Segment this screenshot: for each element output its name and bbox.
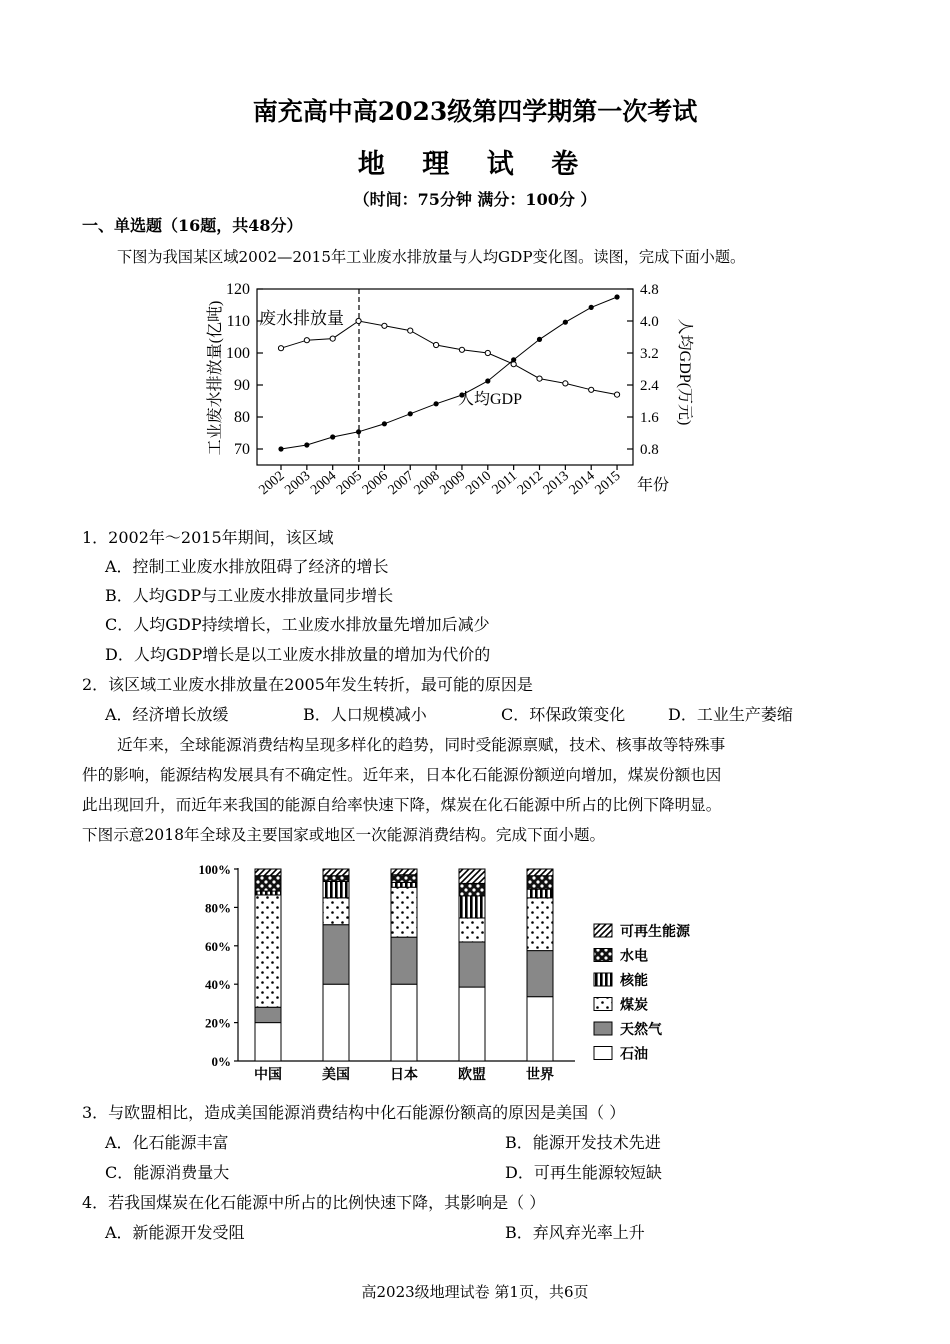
bar-segment-renewable (391, 869, 417, 875)
y-tick-label: 80% (205, 900, 231, 916)
passage-line-2: 件的影响，能源结构发展具有不确定性。近年来，日本化石能源份额逆向增加，煤炭份额也因 (82, 766, 722, 784)
right-tick-label: 4.8 (640, 282, 659, 298)
legend-label: 核能 (620, 974, 648, 989)
wastewater-point (485, 350, 490, 355)
bar-segment-renewable (323, 869, 349, 876)
bar-segment-coal (527, 898, 553, 951)
left-tick-label: 80 (234, 409, 250, 426)
left-tick-label: 110 (226, 313, 250, 330)
bar-segment-gas (391, 937, 417, 984)
y-tick-label: 0% (211, 1054, 231, 1069)
bar-segment-gas (323, 925, 349, 985)
legend-label: 煤炭 (620, 998, 648, 1014)
bar-segment-oil (255, 1023, 281, 1061)
q2-option-d: D．工业生产萎缩 (668, 705, 793, 724)
bar-segment-coal (323, 898, 349, 925)
gdp-point (485, 378, 490, 383)
q3-option-b: B．能源开发技术先进 (505, 1133, 661, 1152)
bar-segment-oil (323, 984, 349, 1061)
legend-swatch-renewable (594, 924, 612, 937)
wastewater-series-label: 废水排放量 (259, 309, 344, 328)
q4-option-b: B．弃风弃光率上升 (505, 1223, 645, 1242)
category-label: 中国 (254, 1068, 282, 1083)
q3-option-a: A．化石能源丰富 (105, 1133, 229, 1152)
bar-segment-hydro (459, 883, 485, 895)
wastewater-point (408, 328, 413, 333)
q2-option-a: A．经济增长放缓 (105, 705, 229, 724)
right-tick-label: 0.8 (640, 442, 659, 458)
bar-segment-coal (459, 918, 485, 942)
bar-segment-oil (391, 984, 417, 1061)
x-axis-unit: 年份 (637, 477, 670, 494)
q4-stem: 4．若我国煤炭在化石能源中所占的比例快速下降，其影响是（ ） (82, 1193, 546, 1212)
q2-option-c: C．环保政策变化 (501, 705, 626, 724)
gdp-point (382, 421, 387, 426)
bar-segment-gas (255, 1007, 281, 1022)
bar-segment-gas (527, 951, 553, 997)
x-tick-label: 2007 (385, 468, 417, 499)
legend-label: 天然气 (620, 1023, 662, 1038)
q2-option-b: B．人口规模减小 (303, 705, 427, 724)
bar-segment-oil (459, 987, 485, 1061)
q3-option-d: D．可再生能源较短缺 (505, 1163, 662, 1182)
bar-segment-nuclear (323, 881, 349, 897)
wastewater-point (434, 342, 439, 347)
y-tick-label: 100% (198, 862, 231, 877)
category-label: 欧盟 (458, 1068, 486, 1083)
wastewater-point (356, 318, 361, 323)
bar-segment-nuclear (527, 889, 553, 898)
legend-label: 水电 (620, 949, 648, 965)
gdp-point (356, 429, 361, 434)
right-tick-label: 2.4 (640, 378, 659, 394)
wastewater-gdp-chart (195, 278, 693, 520)
bar-segment-nuclear (255, 891, 281, 895)
wastewater-point (459, 347, 464, 352)
gdp-point (511, 357, 516, 362)
x-tick-label: 2008 (411, 468, 443, 499)
legend-label: 可再生能源 (620, 925, 690, 940)
x-tick-label: 2009 (437, 468, 469, 499)
left-tick-label: 90 (234, 377, 250, 394)
x-tick-label: 2013 (540, 468, 572, 499)
legend-swatch-nuclear (594, 973, 612, 986)
exam-title: 南充高中高2023级第四学期第一次考试 (252, 97, 698, 126)
x-tick-label: 2002 (256, 468, 288, 499)
legend-label: 石油 (620, 1047, 648, 1063)
wastewater-point (563, 381, 568, 386)
subject-title: 地 理 试 卷 (357, 149, 593, 180)
gdp-point (434, 401, 439, 406)
left-tick-label: 100 (226, 345, 250, 362)
x-tick-label: 2010 (463, 468, 495, 499)
x-tick-label: 2011 (489, 468, 521, 498)
gdp-point (330, 434, 335, 439)
left-tick-label: 120 (226, 281, 250, 298)
x-tick-label: 2012 (514, 468, 547, 499)
x-tick-label: 2014 (566, 468, 598, 499)
right-axis-label: 人均GDP(万元) (676, 318, 693, 426)
x-tick-label: 2005 (334, 468, 366, 499)
exam-meta: （时间：75分钟 满分：100分 ） (353, 190, 597, 209)
category-label: 日本 (390, 1068, 418, 1083)
passage-line-3: 此出现回升，而近年来我国的能源自给率快速下降，煤炭在化石能源中所占的比例下降明显。 (82, 796, 722, 814)
right-tick-label: 1.6 (640, 410, 659, 426)
bar-segment-coal (255, 895, 281, 1007)
q1-option-b: B．人均GDP与工业废水排放量同步增长 (105, 586, 394, 605)
bar-segment-hydro (323, 876, 349, 882)
bar-segment-gas (459, 942, 485, 987)
gdp-point (278, 446, 283, 451)
category-label: 美国 (322, 1068, 350, 1083)
left-axis-label: 工业废水排放量(亿吨) (207, 300, 224, 456)
wastewater-point (589, 387, 594, 392)
y-tick-label: 20% (205, 1015, 231, 1031)
wastewater-point (304, 338, 309, 343)
intro-text-1: 下图为我国某区域2002—2015年工业废水排放量与人均GDP变化图。读图，完成下面小题。 (117, 248, 746, 266)
passage-line-1: 近年来，全球能源消费结构呈现多样化的趋势，同时受能源禀赋，技术、核事故等特殊事 (117, 736, 726, 754)
y-tick-label: 60% (205, 938, 231, 954)
bar-segment-hydro (391, 875, 417, 883)
q1-stem: 1．2002年～2015年期间，该区域 (82, 528, 334, 547)
q1-option-c: C．人均GDP持续增长，工业废水排放量先增加后减少 (105, 615, 490, 634)
bar-segment-renewable (255, 869, 281, 876)
gdp-point (304, 442, 309, 447)
gdp-point (614, 294, 619, 299)
bar-segment-nuclear (459, 896, 485, 918)
q3-option-c: C．能源消费量大 (105, 1163, 230, 1182)
bar-segment-hydro (255, 876, 281, 891)
bar-segment-oil (527, 997, 553, 1061)
wastewater-point (382, 323, 387, 328)
bar-segment-nuclear (391, 882, 417, 887)
gdp-point (563, 320, 568, 325)
bar-segment-renewable (527, 869, 553, 876)
q4-option-a: A．新能源开发受阻 (105, 1223, 245, 1242)
x-tick-label: 2003 (282, 468, 314, 499)
right-tick-label: 3.2 (640, 346, 659, 362)
right-tick-label: 4.0 (640, 314, 659, 330)
bar-segment-coal (391, 887, 417, 937)
y-tick-label: 40% (205, 977, 231, 993)
gdp-series-label: 人均GDP (458, 391, 523, 408)
legend-swatch-oil (594, 1047, 612, 1060)
q1-option-a: A．控制工业废水排放阻碍了经济的增长 (105, 557, 389, 576)
x-tick-label: 2004 (308, 468, 340, 499)
x-tick-label: 2006 (359, 468, 391, 499)
energy-structure-chart (190, 858, 710, 1088)
gdp-point (589, 305, 594, 310)
passage-line-4: 下图示意2018年全球及主要国家或地区一次能源消费结构。完成下面小题。 (82, 826, 606, 844)
left-tick-label: 70 (234, 441, 250, 458)
legend-swatch-coal (594, 998, 612, 1011)
gdp-point (408, 411, 413, 416)
legend-swatch-hydro (594, 949, 612, 962)
legend-swatch-gas (594, 1022, 612, 1035)
wastewater-point (278, 346, 283, 351)
page-footer: 高2023级地理试卷 第1页，共6页 (361, 1283, 589, 1301)
wastewater-point (614, 392, 619, 397)
section-heading: 一、单选题（16题，共48分） (82, 216, 303, 235)
bar-segment-renewable (459, 869, 485, 883)
q3-stem: 3．与欧盟相比，造成美国能源消费结构中化石能源份额高的原因是美国（ ） (82, 1103, 626, 1122)
wastewater-point (330, 336, 335, 341)
x-tick-label: 2015 (592, 468, 624, 499)
bar-segment-hydro (527, 876, 553, 889)
q2-stem: 2．该区域工业废水排放量在2005年发生转折，最可能的原因是 (82, 675, 533, 694)
q1-option-d: D．人均GDP增长是以工业废水排放量的增加为代价的 (105, 645, 491, 664)
wastewater-point (537, 376, 542, 381)
gdp-point (537, 337, 542, 342)
category-label: 世界 (526, 1068, 554, 1083)
